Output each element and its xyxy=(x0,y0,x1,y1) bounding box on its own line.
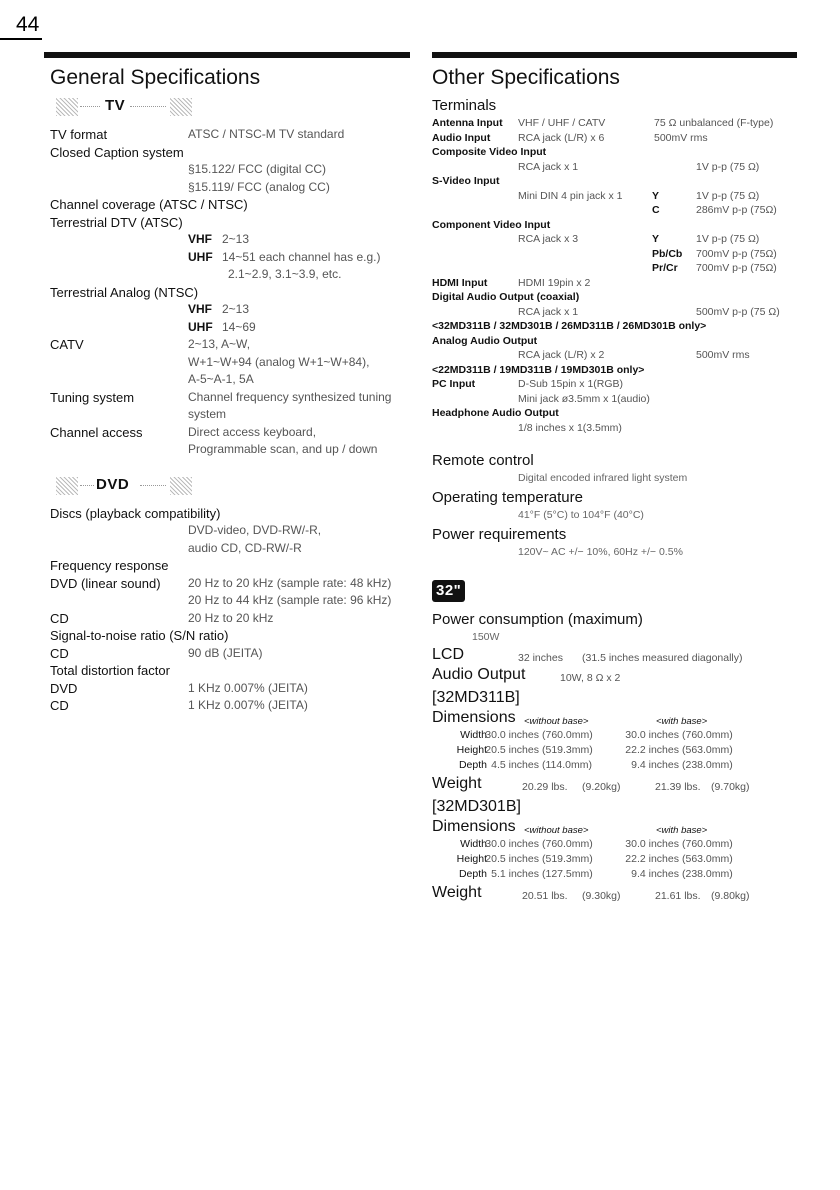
weight-label: Weight xyxy=(432,775,482,792)
terminal-name: Component Video Input xyxy=(432,218,551,231)
dimensions-header xyxy=(432,817,797,837)
weight-without-kg: (9.20kg) xyxy=(582,781,621,793)
operating-temperature-title: Operating temperature xyxy=(432,489,583,506)
remote-control-value: Digital encoded infrared light system xyxy=(518,472,688,484)
terminal-signal: C xyxy=(652,204,660,216)
spec-value: 14~69 xyxy=(222,319,256,334)
spec-row xyxy=(50,645,410,663)
terminal-subrow xyxy=(432,421,797,436)
spec-value: A-5~A-1, 5A xyxy=(188,372,254,386)
audio-output-row xyxy=(432,665,797,685)
general-specifications-title: General Specifications xyxy=(50,66,261,89)
spec-value: system xyxy=(188,407,227,421)
spec-row xyxy=(50,592,410,610)
terminal-level: 700mV p-p (75Ω) xyxy=(696,247,777,260)
spec-row xyxy=(50,266,410,284)
terminal-level: 700mV p-p (75Ω) xyxy=(696,262,777,274)
power-requirements-title: Power requirements xyxy=(432,526,567,543)
terminal-subrow xyxy=(432,261,797,276)
terminal-level: 1V p-p (75 Ω) xyxy=(696,233,760,245)
terminal-connector: Mini DIN 4 pin jack x 1 xyxy=(518,189,623,202)
terminal-name: <22MD311B / 19MD311B / 19MD301B only> xyxy=(432,363,645,376)
dimension-with-mm: (563.0mm) xyxy=(682,853,733,865)
without-base-label: <without base> xyxy=(524,716,589,727)
spec-value: 20 Hz to 20 kHz xyxy=(188,610,274,625)
terminal-name: S-Video Input xyxy=(432,175,500,187)
dimension-without-mm: (760.0mm) xyxy=(542,838,593,850)
weight-row xyxy=(432,774,797,794)
spec-row xyxy=(50,662,410,680)
dimensions-label: Dimensions xyxy=(432,709,516,726)
spec-value: ATSC / NTSC-M TV standard xyxy=(188,127,345,141)
dimension-row xyxy=(432,837,797,852)
spec-key: CD xyxy=(50,645,69,661)
dimension-key: Depth xyxy=(458,759,487,771)
spec-row xyxy=(50,557,410,575)
weight-without-kg: (9.30kg) xyxy=(582,890,621,902)
dimension-row xyxy=(432,852,797,867)
spec-key: Terrestrial DTV (ATSC) xyxy=(50,214,183,230)
audio-output-label: Audio Output xyxy=(432,666,526,683)
model-name: [32MD311B] xyxy=(432,689,520,706)
dvd-label: DVD xyxy=(96,475,130,493)
operating-temperature-value: 41°F (5°C) to 104°F (40°C) xyxy=(518,509,644,521)
spec-value: Programmable scan, and up / down xyxy=(188,442,378,456)
dimensions-label: Dimensions xyxy=(432,818,516,835)
dimension-key: Depth xyxy=(458,868,487,880)
dimension-key: Height xyxy=(456,853,487,865)
spec-key: Total distortion factor xyxy=(50,663,170,678)
spec-value: 2~13 xyxy=(222,232,250,246)
spec-row xyxy=(50,522,410,540)
lcd-label: LCD xyxy=(432,646,465,663)
weight-label: Weight xyxy=(432,884,482,901)
hatch-decoration xyxy=(56,98,78,116)
dimension-with-mm: (238.0mm) xyxy=(682,868,733,880)
spec-key: CATV xyxy=(50,337,84,352)
terminal-subrow xyxy=(432,305,797,320)
spec-key: TV format xyxy=(50,127,108,142)
terminal-level: 1V p-p (75 Ω) xyxy=(696,189,760,202)
spec-row xyxy=(50,214,410,232)
other-specifications-title: Other Specifications xyxy=(432,66,620,89)
dimension-without-inches: 30.0 inches xyxy=(485,838,539,850)
page-number: 44 xyxy=(16,13,40,36)
terminal-name: PC Input xyxy=(432,378,476,390)
lcd-row xyxy=(432,645,797,665)
dimension-with-inches: 22.2 inches xyxy=(625,853,679,865)
terminal-subrow xyxy=(432,247,797,262)
spec-value: DVD-video, DVD-RW/-R, xyxy=(188,523,322,537)
hatch-decoration xyxy=(170,98,192,116)
terminal-row xyxy=(432,145,797,160)
dimension-row xyxy=(432,758,797,773)
dotted-rule xyxy=(80,106,100,107)
spec-row xyxy=(50,336,410,354)
spec-row xyxy=(50,284,410,302)
spec-row xyxy=(50,610,410,628)
spec-row xyxy=(50,680,410,698)
spec-row xyxy=(50,196,410,214)
dimension-without-inches: 4.5 inches xyxy=(491,759,539,771)
spec-key: CD xyxy=(50,610,69,626)
spec-row xyxy=(50,389,410,407)
terminal-connector: RCA jack (L/R) x 2 xyxy=(518,349,605,361)
terminal-row xyxy=(432,377,797,392)
spec-band: VHF xyxy=(188,302,212,316)
terminal-connector: RCA jack x 3 xyxy=(518,233,579,245)
weight-with-lbs: 21.61 lbs. xyxy=(655,890,701,902)
other-specifications-column xyxy=(432,52,797,903)
terminal-row xyxy=(432,290,797,305)
spec-value: 20 Hz to 20 kHz (sample rate: 48 kHz) xyxy=(188,575,392,590)
spec-row xyxy=(50,301,410,319)
spec-value: audio CD, CD-RW/-R xyxy=(188,540,302,555)
remote-control-title: Remote control xyxy=(432,452,534,469)
terminal-name: Composite Video Input xyxy=(432,146,547,158)
spec-row xyxy=(50,319,410,337)
terminal-subrow xyxy=(432,348,797,363)
spec-row xyxy=(50,144,410,162)
terminal-signal: Pb/Cb xyxy=(652,247,683,260)
terminal-row xyxy=(432,174,797,189)
power-requirements-value: 120V~ AC +/− 10%, 60Hz +/− 0.5% xyxy=(518,546,683,558)
terminal-level: 1V p-p (75 Ω) xyxy=(696,160,760,173)
section-rule xyxy=(44,52,410,58)
dotted-rule xyxy=(80,485,94,486)
spec-key: Signal-to-noise ratio (S/N ratio) xyxy=(50,628,229,643)
dvd-label-banner xyxy=(50,475,410,499)
hatch-decoration xyxy=(170,477,192,495)
spec-value: 2~13 xyxy=(222,302,250,316)
dimension-key: Height xyxy=(456,744,487,756)
without-base-label: <without base> xyxy=(524,825,589,836)
spec-row xyxy=(50,505,410,523)
dotted-rule xyxy=(140,485,166,486)
terminal-row xyxy=(432,116,797,131)
terminal-subrow xyxy=(432,392,797,407)
terminal-name: Digital Audio Output (coaxial) xyxy=(432,291,580,303)
spec-key: Discs (playback compatibility) xyxy=(50,505,221,521)
page-number-underline xyxy=(0,38,42,40)
dimension-with-inches: 9.4 inches xyxy=(631,759,679,771)
terminal-signal: Y xyxy=(652,189,660,202)
spec-row xyxy=(50,627,410,645)
dvd-spec-list xyxy=(50,505,410,715)
spec-key: Terrestrial Analog (NTSC) xyxy=(50,284,199,300)
dotted-rule xyxy=(130,106,166,107)
spec-band: UHF xyxy=(188,249,213,264)
dimension-key: Width xyxy=(460,838,487,850)
dimension-with-mm: (563.0mm) xyxy=(682,744,733,756)
model-name: [32MD301B] xyxy=(432,798,521,815)
spec-row xyxy=(50,231,410,249)
dimension-without-mm: (519.3mm) xyxy=(542,853,593,865)
terminal-subrow xyxy=(432,160,797,175)
spec-value: 2~13, A~W, xyxy=(188,337,251,351)
dimension-without-inches: 20.5 inches xyxy=(485,853,539,865)
spec-value: Channel frequency synthesized tuning xyxy=(188,389,392,404)
dimension-without-inches: 5.1 inches xyxy=(491,868,539,880)
terminals-title: Terminals xyxy=(432,97,497,114)
dimension-without-inches: 20.5 inches xyxy=(485,744,539,756)
terminal-level: 75 Ω unbalanced (F-type) xyxy=(654,117,774,129)
spec-value: §15.122/ FCC (digital CC) xyxy=(188,162,327,176)
terminal-signal: Y xyxy=(652,233,660,245)
terminal-row xyxy=(432,276,797,291)
with-base-label: <with base> xyxy=(656,716,708,727)
dimension-with-mm: (760.0mm) xyxy=(682,729,733,741)
spec-row xyxy=(50,371,410,389)
spec-key: CD xyxy=(50,698,69,713)
spec-value: Direct access keyboard, xyxy=(188,424,317,439)
terminal-connector: Mini jack ø3.5mm x 1(audio) xyxy=(518,392,650,405)
dimension-without-mm: (127.5mm) xyxy=(542,868,593,880)
spec-value: W+1~W+94 (analog W+1~W+84), xyxy=(188,354,370,369)
dimension-without-mm: (760.0mm) xyxy=(542,729,593,741)
general-specifications-column xyxy=(50,52,410,715)
terminal-name: <32MD311B / 32MD301B / 26MD311B / 26MD301B only> xyxy=(432,320,707,332)
spec-key: Channel coverage (ATSC / NTSC) xyxy=(50,197,248,212)
dimension-with-inches: 9.4 inches xyxy=(631,868,679,880)
tv-spec-list xyxy=(50,126,410,459)
weight-row xyxy=(432,883,797,903)
dimension-row xyxy=(432,743,797,758)
spec-value: 20 Hz to 44 kHz (sample rate: 96 kHz) xyxy=(188,593,392,607)
spec-key: DVD (linear sound) xyxy=(50,575,161,591)
terminal-name: Headphone Audio Output xyxy=(432,407,559,419)
terminals-list xyxy=(432,116,797,435)
weight-without-lbs: 20.29 lbs. xyxy=(522,781,568,793)
dimension-with-mm: (760.0mm) xyxy=(682,838,733,850)
terminal-row xyxy=(432,319,797,334)
spec-row xyxy=(50,161,410,179)
power-consumption-value: 150W xyxy=(472,631,500,643)
spec-row xyxy=(50,697,410,715)
dimension-without-mm: (114.0mm) xyxy=(542,759,592,771)
spec-value: 90 dB (JEITA) xyxy=(188,645,263,660)
dimension-row xyxy=(432,867,797,882)
terminal-connector: RCA jack x 1 xyxy=(518,160,579,173)
power-consumption-title: Power consumption (maximum) xyxy=(432,611,643,628)
dimension-without-mm: (519.3mm) xyxy=(542,744,593,756)
dimension-key: Width xyxy=(460,729,487,741)
terminal-connector: HDMI 19pin x 2 xyxy=(518,276,591,289)
spec-key: Frequency response xyxy=(50,558,169,573)
dimension-without-inches: 30.0 inches xyxy=(485,729,539,741)
terminal-level: 500mV rms xyxy=(696,349,750,361)
weight-with-lbs: 21.39 lbs. xyxy=(655,781,701,793)
spec-row xyxy=(50,575,410,593)
terminal-row xyxy=(432,363,797,378)
dimension-with-inches: 30.0 inches xyxy=(625,838,679,850)
terminal-row xyxy=(432,131,797,146)
terminal-name: Audio Input xyxy=(432,131,491,144)
model-dimensions xyxy=(432,688,797,903)
spec-value: 1 KHz 0.007% (JEITA) xyxy=(188,698,308,712)
spec-value: 1 KHz 0.007% (JEITA) xyxy=(188,680,308,695)
spec-key: Closed Caption system xyxy=(50,144,184,160)
spec-row xyxy=(50,406,410,424)
dimension-row xyxy=(432,728,797,743)
spec-key: Tuning system xyxy=(50,389,135,405)
spec-row xyxy=(50,424,410,442)
terminal-connector: VHF / UHF / CATV xyxy=(518,117,606,129)
terminal-row xyxy=(432,406,797,421)
terminal-signal: Pr/Cr xyxy=(652,262,678,274)
spec-band: VHF xyxy=(188,232,212,246)
dimensions-header xyxy=(432,708,797,728)
terminal-connector: D-Sub 15pin x 1(RGB) xyxy=(518,378,624,390)
terminal-subrow xyxy=(432,203,797,218)
weight-with-kg: (9.80kg) xyxy=(711,890,750,902)
spec-key: DVD xyxy=(50,680,78,696)
terminal-connector: RCA jack x 1 xyxy=(518,305,579,318)
terminal-level: 500mV rms xyxy=(654,131,708,144)
terminal-subrow xyxy=(432,189,797,204)
spec-row xyxy=(50,249,410,267)
weight-with-kg: (9.70kg) xyxy=(711,781,750,793)
lcd-note: (31.5 inches measured diagonally) xyxy=(582,652,743,664)
terminal-connector: 1/8 inches x 1(3.5mm) xyxy=(518,421,622,434)
spec-value: §15.119/ FCC (analog CC) xyxy=(188,179,330,194)
spec-row xyxy=(50,126,410,144)
terminal-row xyxy=(432,218,797,233)
terminal-row xyxy=(432,334,797,349)
with-base-label: <with base> xyxy=(656,825,708,836)
spec-row xyxy=(50,540,410,558)
terminal-subrow xyxy=(432,232,797,247)
spec-row xyxy=(50,441,410,459)
spec-value: 2.1~2.9, 3.1~3.9, etc. xyxy=(228,267,342,281)
dimension-with-inches: 30.0 inches xyxy=(625,729,679,741)
spec-key: Channel access xyxy=(50,424,143,440)
lcd-value: 32 inches xyxy=(518,652,563,664)
spec-band: UHF xyxy=(188,319,213,334)
terminal-level: 286mV p-p (75Ω) xyxy=(696,204,777,216)
audio-output-value: 10W, 8 Ω x 2 xyxy=(560,672,621,684)
tv-label: TV xyxy=(105,97,126,114)
terminal-name: Antenna Input xyxy=(432,117,503,129)
hatch-decoration xyxy=(56,477,78,495)
spec-value: 14~51 each channel has e.g.) xyxy=(222,249,381,264)
section-rule xyxy=(432,52,797,58)
terminal-connector: RCA jack (L/R) x 6 xyxy=(518,131,605,144)
dimension-with-mm: (238.0mm) xyxy=(682,759,733,771)
spec-row xyxy=(50,354,410,372)
terminal-level: 500mV p-p (75 Ω) xyxy=(696,305,780,318)
terminal-name: HDMI Input xyxy=(432,276,488,289)
dimension-with-inches: 22.2 inches xyxy=(625,744,679,756)
weight-without-lbs: 20.51 lbs. xyxy=(522,890,568,902)
terminal-name: Analog Audio Output xyxy=(432,334,538,347)
spec-row xyxy=(50,179,410,197)
size-badge: 32" xyxy=(432,580,465,602)
tv-label-banner xyxy=(50,96,410,120)
